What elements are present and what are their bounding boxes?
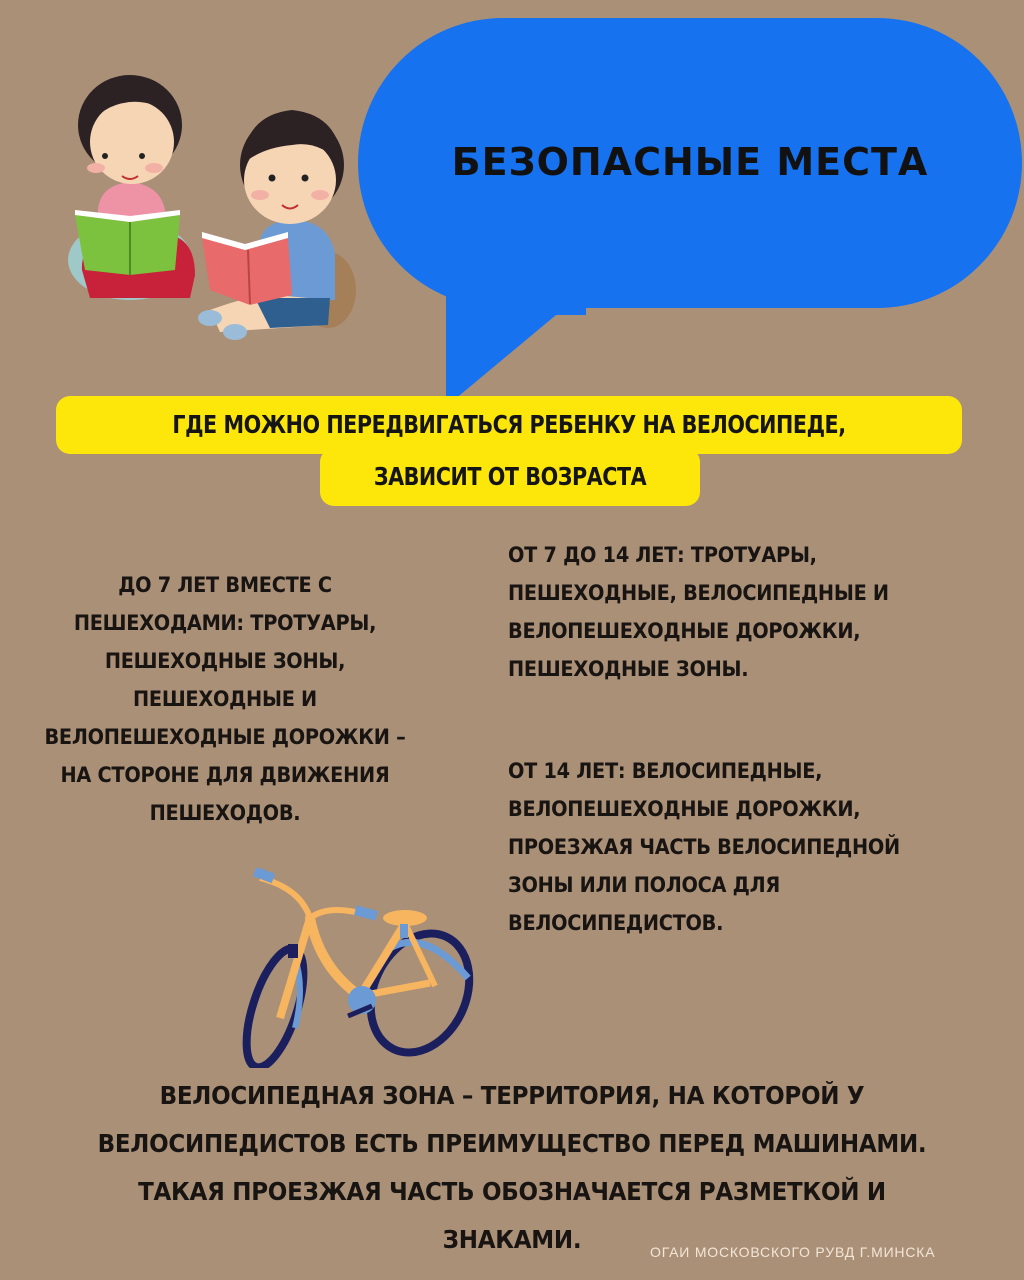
bicycle-illustration: [240, 868, 480, 1068]
text-line: ПЕШЕХОДОВ.: [149, 801, 301, 825]
text-line: ПЕШЕХОДНЫЕ ЗОНЫ.: [508, 657, 749, 681]
text-line: НА СТОРОНЕ ДЛЯ ДВИЖЕНИЯ: [60, 763, 390, 787]
text-line: ПЕШЕХОДНЫЕ ЗОНЫ,: [104, 649, 346, 673]
text-line: ПЕШЕХОДНЫЕ, ВЕЛОСИПЕДНЫЕ И: [508, 581, 889, 605]
children-reading-illustration: [60, 70, 360, 340]
text-line: ПЕШЕХОДАМИ: ТРОТУАРЫ,: [73, 611, 377, 635]
section-7-to-14: [508, 536, 959, 688]
text-line: ТАКАЯ ПРОЕЗЖАЯ ЧАСТЬ ОБОЗНАЧАЕТСЯ РАЗМЕТКОЙ И: [138, 1177, 886, 1206]
banner-line-1: ГДЕ МОЖНО ПЕРЕДВИГАТЬСЯ РЕБЕНКУ НА ВЕЛОСИПЕДЕ,: [172, 410, 846, 439]
text-line: ВЕЛОСИПЕДНАЯ ЗОНА – ТЕРРИТОРИЯ, НА КОТОРОЙ У: [159, 1081, 865, 1110]
text-line: ПЕШЕХОДНЫЕ И: [133, 687, 317, 711]
text-line: ВЕЛОПЕШЕХОДНЫЕ ДОРОЖКИ,: [508, 619, 861, 643]
text-line: ПРОЕЗЖАЯ ЧАСТЬ ВЕЛОСИПЕДНОЙ: [508, 835, 900, 859]
text-line: ОТ 14 ЛЕТ: ВЕЛОСИПЕДНЫЕ,: [508, 759, 823, 783]
section-under-7: [27, 566, 423, 832]
bicycle-zone-definition: [59, 1072, 964, 1264]
text-line: ЗОНЫ ИЛИ ПОЛОСА ДЛЯ: [508, 873, 780, 897]
text-line: ДО 7 ЛЕТ ВМЕСТЕ С: [118, 573, 332, 597]
banner-line-2: ЗАВИСИТ ОТ ВОЗРАСТА: [373, 462, 647, 491]
text-line: ЗНАКАМИ.: [442, 1225, 582, 1254]
speech-bubble-tail: [446, 250, 586, 400]
text-line: ОТ 7 ДО 14 ЛЕТ: ТРОТУАРЫ,: [508, 543, 817, 567]
page-title: БЕЗОПАСНЫЕ МЕСТА: [451, 140, 929, 184]
text-line: ВЕЛОСИПЕДИСТОВ ЕСТЬ ПРЕИМУЩЕСТВО ПЕРЕД МАШИНАМИ.: [97, 1129, 927, 1158]
section-from-14: [508, 752, 959, 942]
text-line: ВЕЛОСИПЕДИСТОВ.: [508, 911, 724, 935]
footer-credit: ОГАИ МОСКОВСКОГО РУВД Г.МИНСКА: [650, 1244, 936, 1260]
text-line: ВЕЛОПЕШЕХОДНЫЕ ДОРОЖКИ –: [44, 725, 406, 749]
text-line: ВЕЛОПЕШЕХОДНЫЕ ДОРОЖКИ,: [508, 797, 861, 821]
